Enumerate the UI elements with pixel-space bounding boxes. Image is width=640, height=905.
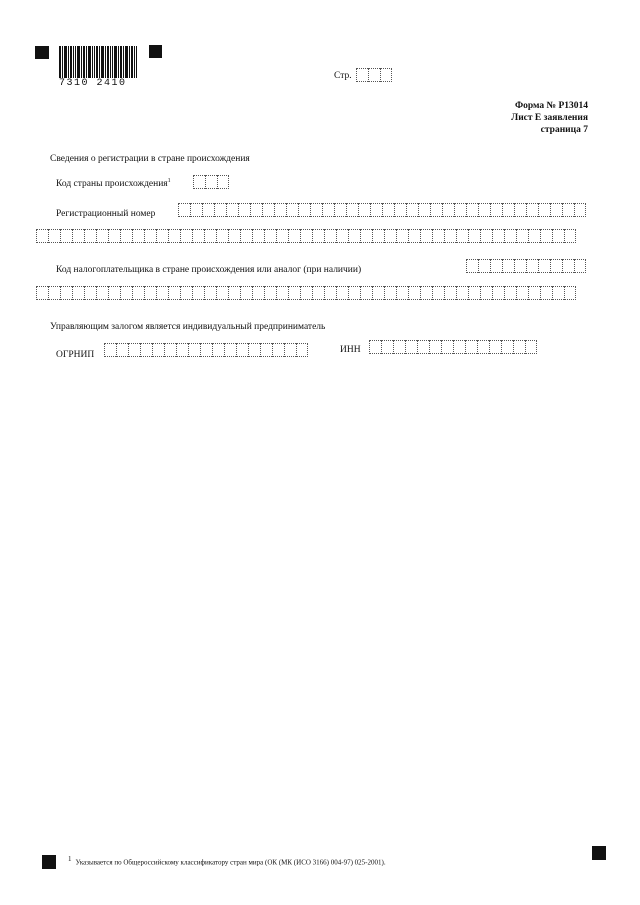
page-number-cell[interactable] [368,68,380,82]
barcode-number: 7310 2410 [59,78,127,89]
reg-number-cells-row1[interactable] [178,203,586,217]
barcode-image [59,46,137,78]
footnote [68,855,386,866]
page-number-cell[interactable] [380,68,392,82]
country-code-label-text: Код страны происхождения [56,179,168,190]
corner-marker-top-right [149,45,162,58]
reg-number-cells-row2[interactable] [36,229,576,243]
footnote-text: Указывается по Общероссийскому классификатору стран мира (ОК (МК (ИСО 3166) 004-97) 025-2001). [75,858,386,867]
inn-label: ИНН [340,345,361,355]
country-code-cell[interactable] [205,175,217,189]
form-number: Форма № Р13014 [514,101,588,111]
footnote-number: 1 [68,855,72,863]
sheet-page: страница 7 [540,125,588,135]
corner-marker-top-left [35,46,49,59]
inn-cells[interactable] [369,340,537,354]
footnote-ref: 1 [167,178,171,184]
sheet-title: Лист Е заявления [511,113,588,123]
manager-title: Управляющим залогом является индивидуальный предприниматель [50,322,326,332]
country-code-cell[interactable] [193,175,205,189]
taxpayer-code-cells-row1[interactable] [466,259,586,273]
taxpayer-code-label: Код налогоплательщика в стране происхождения или аналог (при наличии) [56,265,362,275]
ogrnip-cells[interactable] [104,343,308,357]
reg-number-label: Регистрационный номер [56,209,156,219]
country-code-cells[interactable] [193,175,229,189]
page-number-label: Стр. [334,71,352,81]
corner-marker-bottom-right [592,846,606,860]
section-title: Сведения о регистрации в стране происхождения [50,154,250,164]
taxpayer-code-cells-row2[interactable] [36,286,576,300]
corner-marker-bottom-left [42,855,56,869]
page-number-cells[interactable] [356,68,392,82]
country-code-cell[interactable] [217,175,229,189]
country-code-label [56,178,171,189]
page-number-cell[interactable] [356,68,368,82]
ogrnip-label: ОГРНИП [56,350,95,360]
